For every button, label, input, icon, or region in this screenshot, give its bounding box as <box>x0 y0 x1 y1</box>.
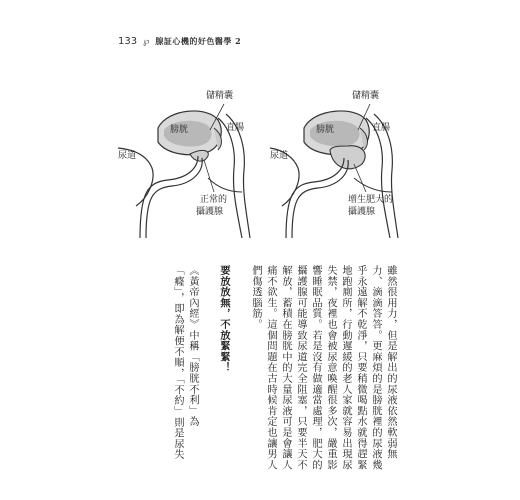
label-rectum: 直腸 <box>372 123 391 133</box>
label-seminal-vesicle: 儲精囊 <box>352 91 380 101</box>
label-seminal-vesicle: 儲精囊 <box>206 91 234 101</box>
text-column: 《黃帝內經》中稱「膀胱不利」為 <box>187 265 198 427</box>
anatomy-illustration-normal <box>118 88 268 238</box>
label-bladder: 膀胱 <box>316 125 335 135</box>
text-column: 攝護腺可能導致尿道完全阻塞，只要半天不 <box>295 265 306 471</box>
running-title: 腺証心機的好色醫學 2 <box>155 36 242 46</box>
figure-normal-prostate <box>118 88 268 238</box>
text-column: 「癃」，即為解便不順，「不約」則是尿失 <box>172 265 183 460</box>
label-urethra: 尿道 <box>270 151 289 161</box>
text-column: 失禁，夜裡也會被尿意喚醒很多次，嚴重影 <box>325 265 336 471</box>
label-enlarged-line1: 增生肥大的 <box>348 195 394 205</box>
text-column: 解放，蓄積在膀胱中的大量尿液可是會讓人 <box>280 265 291 471</box>
text-column: 痛不欲生。這個問題在古時候肯定也讓男人 <box>265 265 276 471</box>
section-heading: 要放放無，不放緊緊！ <box>218 265 230 373</box>
text-column: 乎永遠解不乾淨，只要稍微喝點水就得趕緊 <box>355 265 366 471</box>
label-normal-line1: 正常的 <box>200 195 228 205</box>
label-bladder: 膀胱 <box>170 125 189 135</box>
label-enlarged-line2: 攝護腺 <box>348 207 376 217</box>
label-urethra: 尿道 <box>118 151 137 161</box>
text-column: 地跑廁所，行動遲緩的老人家就容易出現尿 <box>340 265 351 471</box>
label-normal-line2: 攝護腺 <box>196 207 224 217</box>
label-rectum: 直腸 <box>226 123 245 133</box>
body-text <box>128 265 398 471</box>
page-number: 133 <box>118 36 138 47</box>
figure-enlarged-prostate <box>270 88 420 238</box>
header-ornament-icon: ℘ <box>143 36 150 47</box>
page-header <box>118 36 241 47</box>
text-column: 力、滴滴答答。更麻煩的是膀胱裡的尿液幾 <box>370 265 381 471</box>
anatomy-illustration-enlarged <box>270 88 420 238</box>
text-column: 響睡眠品質。若是沒有做適當處理，肥大的 <box>310 265 321 471</box>
text-column: 雖然很用力，但是解出的尿液依然軟弱無 <box>385 265 396 460</box>
text-column: 們傷透腦筋。 <box>250 265 261 330</box>
